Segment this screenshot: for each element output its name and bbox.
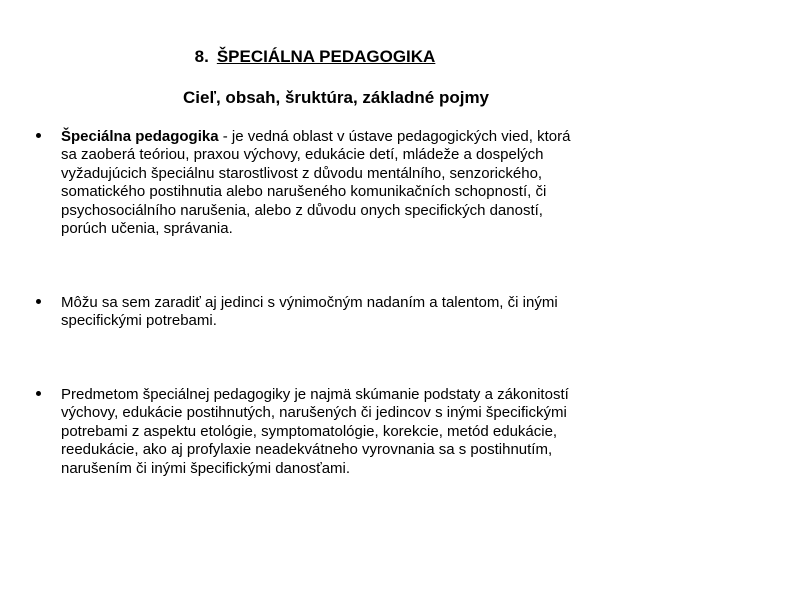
bullet-line: psychosociálního narušenia, alebo z důvodu onych specifických daností, xyxy=(61,201,543,219)
bullet-text xyxy=(61,386,611,478)
bullet-line: somatického postihnutia alebo narušeného komunikačních schopností, či xyxy=(61,183,547,201)
bullet-line: narušením či inými špecifickými danosťami. xyxy=(61,459,351,477)
chapter-heading xyxy=(0,46,630,68)
bullet-text xyxy=(61,294,611,331)
bullet-line: potrebami z aspektu etológie, symptomatológie, korekcie, metód edukácie, xyxy=(61,422,558,440)
bullet-icon xyxy=(36,299,41,304)
bullet-icon xyxy=(36,391,41,396)
bullet-line: specifickými potrebami. xyxy=(61,312,217,330)
bullet-line: Špeciálna pedagogika - je vedná oblast v ústave pedagogických vied, ktorá xyxy=(61,128,571,145)
bullet-line: Predmetom špeciálnej pedagogiky je najmä skúmanie podstaty a zákonitostí xyxy=(61,386,569,403)
section-subheading: Cieľ, obsah, šruktúra, základné pojmy xyxy=(182,88,490,107)
chapter-number: 8. xyxy=(194,47,209,66)
bullet-line: výchovy, edukácie postihnutých, narušených či jedincov s inými špecifickými xyxy=(61,404,567,422)
term-bold: Špeciálna pedagogika xyxy=(61,128,219,145)
bullet-line: porúch učenia, správania. xyxy=(61,220,233,238)
bullet-line: Môžu sa sem zaradiť aj jedinci s výnimočným nadaním a talentom, či inými xyxy=(61,294,558,311)
bullet-line: sa zaoberá teóriou, praxou výchovy, edukácie detí, mládeže a dospelých xyxy=(61,146,544,164)
bullet-line: vyžadujúcich špeciálnu starostlivost z důvodu mentálního, senzorického, xyxy=(61,164,543,182)
chapter-title: ŠPECIÁLNA PEDAGOGIKA xyxy=(216,47,436,66)
bullet-line: reedukácie, ako aj profylaxie neadekvátneho vyrovnania sa s postihnutím, xyxy=(61,441,553,459)
bullet-icon xyxy=(36,133,41,138)
bullet-text xyxy=(61,128,611,238)
